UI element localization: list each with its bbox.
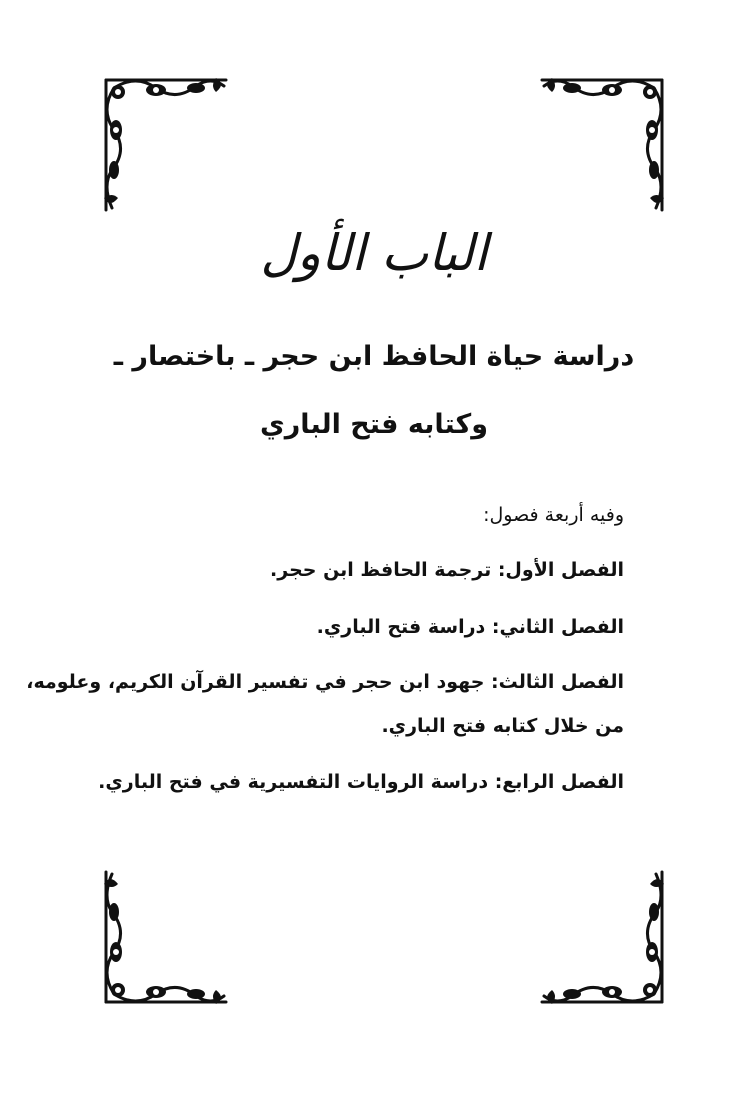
corner-ornament-icon [96, 862, 236, 1012]
chapter-3-line-2: من خلال كتابه فتح الباري. [381, 715, 624, 737]
chapter-1: الفصل الأول: ترجمة الحافظ ابن حجر. [270, 559, 624, 581]
section-title: الباب الأول [260, 224, 488, 282]
subtitle-line-2: وكتابه فتح الباري [260, 409, 488, 440]
subtitle-line-1: دراسة حياة الحافظ ابن حجر ـ باختصار ـ [113, 341, 635, 372]
corner-ornament-icon [96, 70, 236, 220]
chapter-2: الفصل الثاني: دراسة فتح الباري. [316, 616, 624, 638]
corner-ornament-icon [532, 70, 672, 220]
chapter-3-line-1: الفصل الثالث: جهود ابن حجر في تفسير القرآن الكريم، وعلومه، [26, 671, 624, 693]
corner-ornament-icon [532, 862, 672, 1012]
chapter-4: الفصل الرابع: دراسة الروايات التفسيرية في فتح الباري. [98, 771, 624, 793]
intro-text: وفيه أربعة فصول: [483, 504, 624, 526]
